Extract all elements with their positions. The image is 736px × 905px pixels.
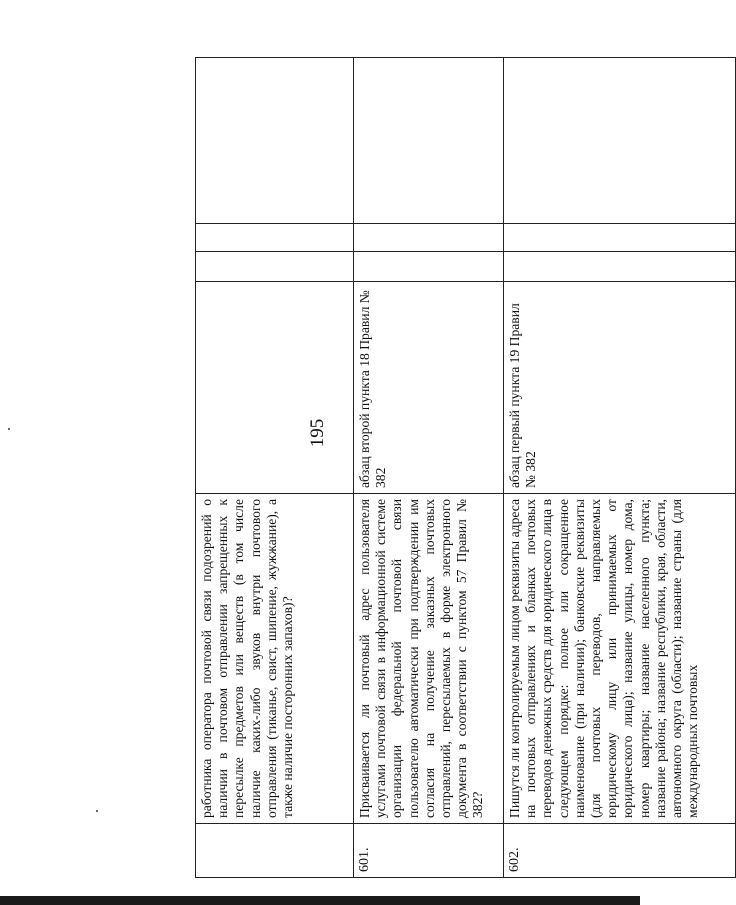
table-row <box>504 58 736 878</box>
table-row <box>196 58 354 878</box>
note-cell <box>354 58 504 224</box>
page-number: 195 <box>307 418 328 448</box>
answer-yes-cell <box>504 252 736 282</box>
question-cell: работника оператора почтовой связи подозрений о наличии в почтовом отправлении запрещенных к пересылке предметов или веществ (в том числе наличие каких-либо звуков внутри почтового отправления (тиканье, свист, шипение, жужжание), а также наличие посторонних запахов)? <box>196 494 354 824</box>
answer-no-cell <box>504 224 736 252</box>
reference-cell <box>196 282 354 494</box>
answer-no-cell <box>196 224 354 252</box>
note-cell <box>504 58 736 224</box>
question-cell: Пишутся ли контролируемым лицом реквизиты адреса на почтовых отправлениях и бланках почтовых переводов денежных средств для юридического лица в следующем порядке: полное или сокращенное наименование (при наличии); банковские реквизиты (для почтовых переводов, направляемых юридическому лицу или принимаемых от юридического лица); название улицы, номер дома, номер квартиры; название населенного пункта; название района; название республики, края, области, автономного округа (области); название страны (для международных почтовых <box>504 494 736 824</box>
row-number-cell: 601. <box>354 824 504 878</box>
answer-no-cell <box>354 224 504 252</box>
answer-yes-cell <box>196 252 354 282</box>
answer-yes-cell <box>354 252 504 282</box>
note-cell <box>196 58 354 224</box>
row-number-cell <box>196 824 354 878</box>
row-number-cell: 602. <box>504 824 736 878</box>
rotated-table-frame <box>195 58 735 878</box>
scan-edge-bar <box>0 896 640 905</box>
question-cell: Присваивается ли почтовый адрес пользователя услугами почтовой связи в информационной системе организации федеральной почтовой связи пользователю автоматически при подтверждении им согласия на получение заказных почтовых отправлений, пересылаемых в форме электронного документа в соответствии с пунктом 57 Правил № 382? <box>354 494 504 824</box>
reference-cell: абзац второй пункта 18 Правил № 382 <box>354 282 504 494</box>
scan-speck <box>96 810 98 812</box>
table-row <box>354 58 504 878</box>
scan-speck <box>8 428 10 430</box>
requirements-table <box>195 57 736 878</box>
reference-cell: абзац первый пункта 19 Правил № 382 <box>504 282 736 494</box>
